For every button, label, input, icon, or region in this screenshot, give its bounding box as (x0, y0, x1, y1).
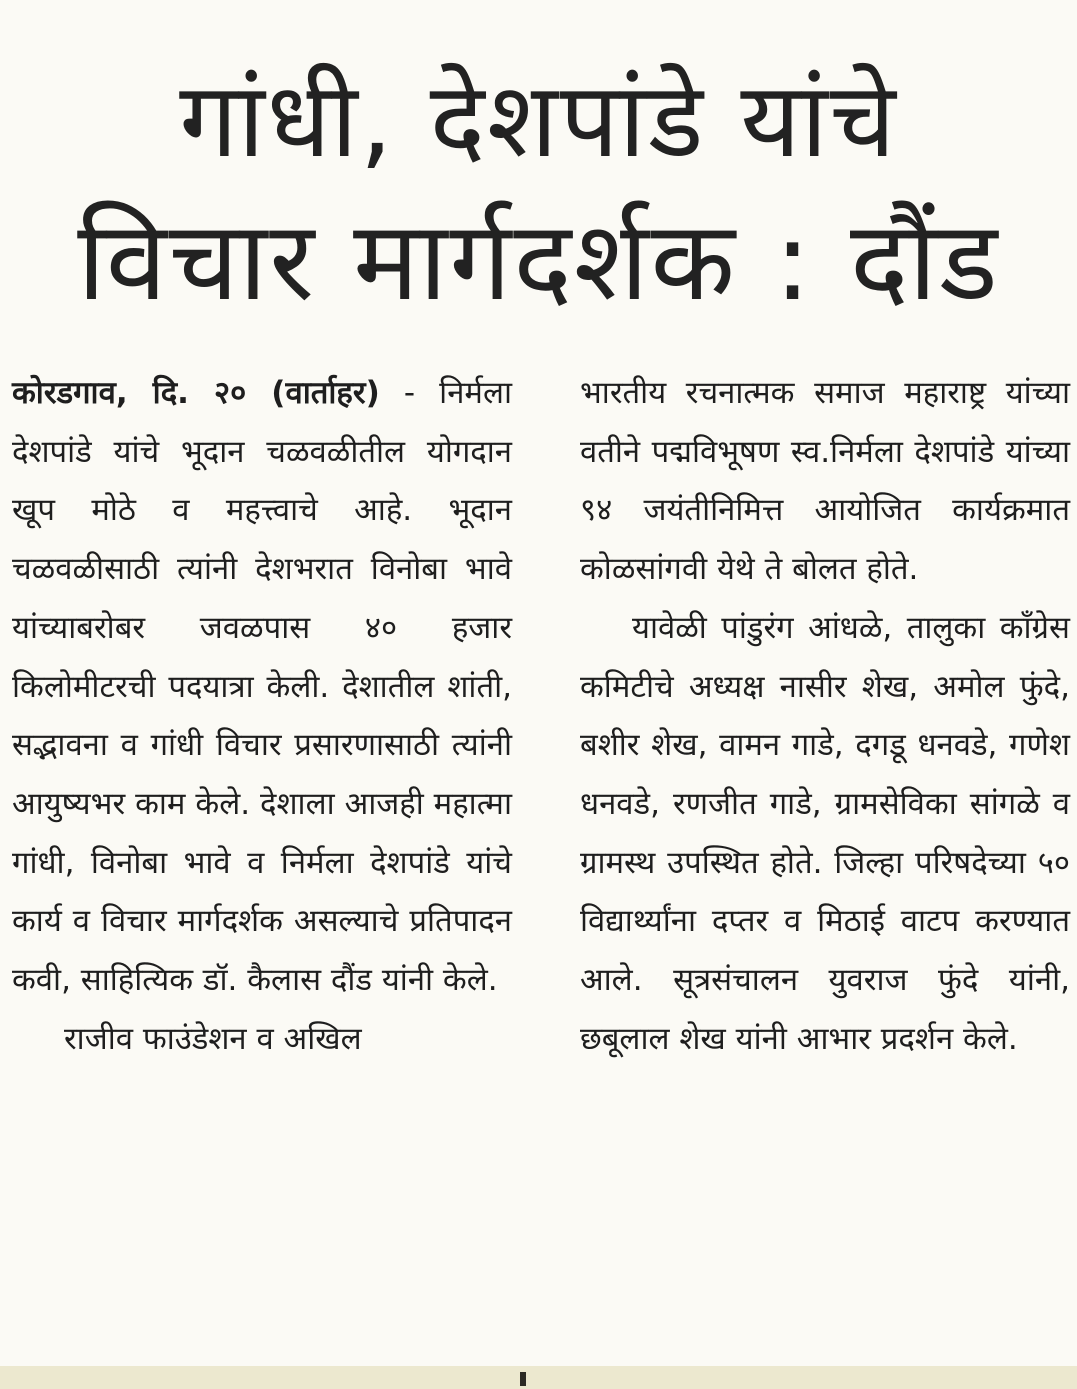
dateline: कोरडगाव, दि. २० (वार्ताहर) (12, 375, 380, 411)
article-paragraph: यावेळी पांडुरंग आंधळे, तालुका काँग्रेस कमिटीचे अध्यक्ष नासीर शेख, अमोल फुंदे, बशीर शेख, वामन गाडे, दगडू धनवडे, गणेश धनवडे, रणजीत गाडे, ग्रामसेविका सांगळे व ग्रामस्थ उपस्थित होते. जिल्हा परिषदेच्या ५० विद्यार्थ्यांना दप्तर व मिठाई वाटप करण्यात आले. सूत्रसंचालन युवराज फुंदे यांनी, छबूलाल शेख यांनी आभार प्रदर्शन केले. (580, 609, 1070, 1057)
column-divider-mark (520, 1372, 526, 1386)
headline-line-1: गांधी, देशपांडे यांचे (179, 59, 898, 181)
article-paragraph: भारतीय रचनात्मक समाज महाराष्ट्र यांच्या वतीने पद्मविभूषण स्व.निर्मला देशपांडे यांच्या ९४ जयंतीनिमित्त आयोजित कार्यक्रमात कोळसांगवी येथे ते बोलत होते. (580, 375, 1070, 588)
article-text: - निर्मला देशपांडे यांचे भूदान चळवळीतील योगदान खूप मोठे व महत्त्वाचे आहे. भूदान चळवळीसाठी त्यांनी देशभरात विनोबा भावे यांच्याबरोबर जवळपास ४० हजार किलोमीटरची पदयात्रा केली. देशातील शांती, सद्भावना व गांधी विचार प्रसारणासाठी त्यांनी आयुष्यभर काम केले. देशाला आजही महात्मा गांधी, विनोबा भावे व निर्मला देशपांडे यांचे कार्य व विचार मार्गदर्शक असल्याचे प्रतिपादन कवी, साहित्यिक डॉ. कैलास दौंड यांनी केले. (12, 375, 513, 999)
article-paragraph: राजीव फाउंडेशन व अखिल (64, 1020, 362, 1057)
article-column-left (12, 364, 512, 1068)
headline-line-2: विचार मार्गदर्शक : दौंड (77, 197, 1000, 325)
article-column-right (580, 364, 1070, 1068)
article-paragraph (12, 364, 512, 1010)
page-edge-strip (0, 1366, 1077, 1389)
